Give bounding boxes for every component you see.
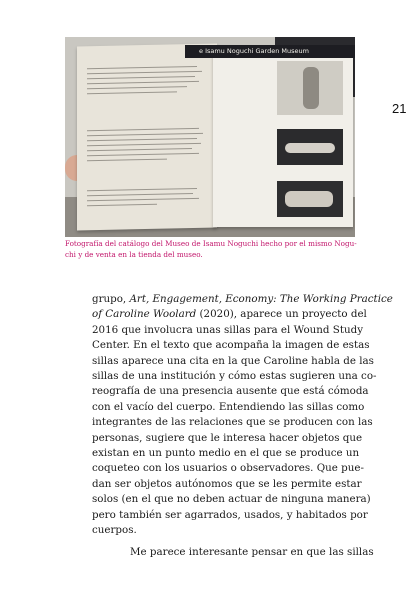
sculpture-thumbnail xyxy=(277,129,343,165)
body-line: pero también ser agarrados, usados, y habitados por xyxy=(92,508,368,521)
book-header-bar: e Isamu Noguchi Garden Museum xyxy=(185,45,355,58)
body-line: personas, sugiere que le interesa hacer objetos que xyxy=(92,431,363,444)
body-line: sillas aparece una cita en la que Caroline habla de las xyxy=(92,354,374,367)
sculpture-thumbnail xyxy=(277,181,343,217)
body-line: integrantes de las relaciones que se producen con las xyxy=(92,416,373,429)
body-paragraph xyxy=(92,292,392,539)
body-line: existan en un punto medio en el que se produce un xyxy=(92,447,360,460)
body-line: dan ser objetos autónomos que se les permite estar xyxy=(92,477,362,490)
body-line-start: grupo, xyxy=(92,293,130,305)
body-line-rest: (2020), aparece un proyecto del xyxy=(196,308,367,321)
body-line: coqueteo con los usuarios o observadores. Que pue- xyxy=(92,462,364,475)
body-line: solos (en el que no deben actuar de ninguna manera) xyxy=(92,493,371,506)
sculpture-thumbnail xyxy=(277,61,343,115)
catalog-photo xyxy=(65,37,355,237)
body-line xyxy=(92,307,392,322)
book-left-page xyxy=(77,44,217,231)
caption-line: chi y de venta en la tienda del museo. xyxy=(65,249,203,259)
body-line: sillas de una institución y cómo estas sugieren una co- xyxy=(92,370,377,383)
body-line: cuerpos. xyxy=(92,524,137,537)
publication-title-cont: of Caroline Woolard xyxy=(92,308,197,321)
body-line: 2016 que involucra unas sillas para el Wound Study xyxy=(92,323,364,336)
caption-line: Fotografía del catálogo del Museo de Isamu Noguchi hecho por el mismo Nogu- xyxy=(65,239,357,248)
body-line: Center. En el texto que acompaña la imagen de estas xyxy=(92,339,370,352)
photo-caption xyxy=(65,239,357,260)
body-line: reografía de una presencia ausente que está cómoda xyxy=(92,385,369,398)
body-line xyxy=(92,292,392,307)
publication-title: Art, Engagement, Economy: The Working Practice xyxy=(129,293,393,305)
next-paragraph: Me parece interesante pensar en que las sillas xyxy=(130,546,374,558)
body-line: con el vacío del cuerpo. Entendiendo las sillas como xyxy=(92,400,365,413)
page-number: 21 xyxy=(392,101,407,116)
